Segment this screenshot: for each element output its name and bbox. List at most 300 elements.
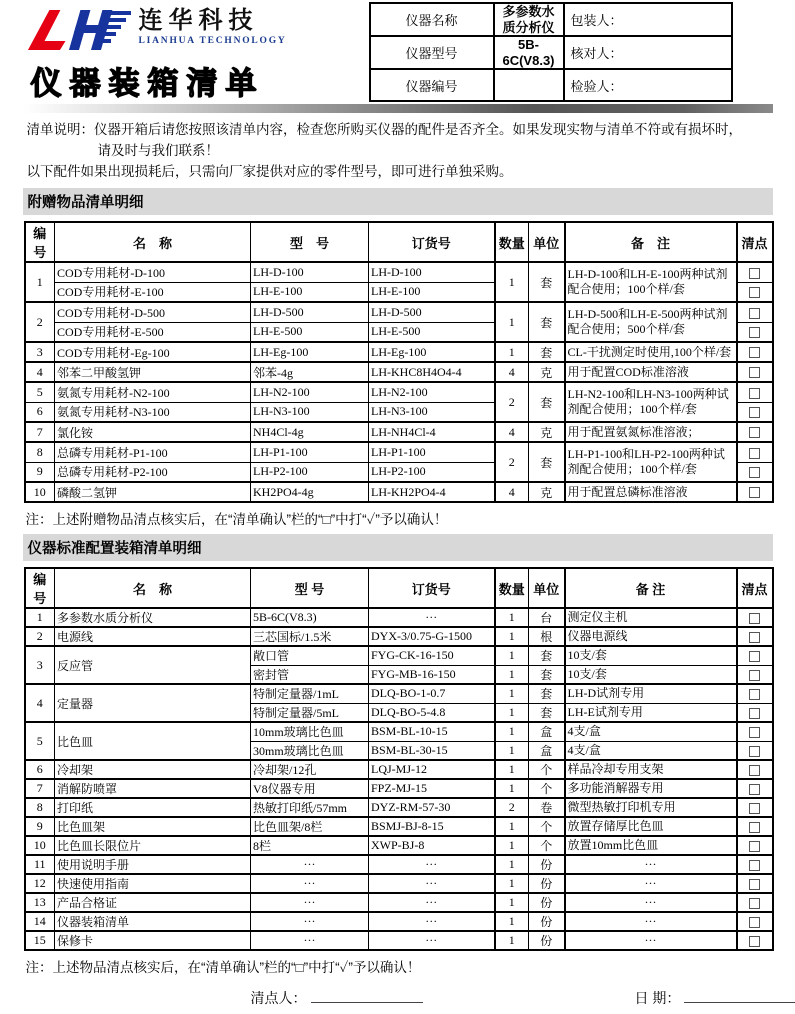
row-number: 12 xyxy=(25,874,55,893)
table-row xyxy=(25,684,773,703)
table-row xyxy=(25,362,773,382)
item-qty: 1 xyxy=(495,627,529,646)
info-value xyxy=(494,69,564,101)
checklist-checkbox[interactable] xyxy=(749,746,760,757)
item-remark: ··· xyxy=(565,931,737,950)
item-order-no: LH-KH2PO4-4 xyxy=(369,482,495,502)
table-row xyxy=(25,931,773,950)
item-remark: 4支/盒 xyxy=(565,741,737,760)
item-unit: 份 xyxy=(529,874,565,893)
column-header: 数量 xyxy=(495,222,529,262)
section-header-bonus-items: 附赠物品清单明细 xyxy=(23,188,773,215)
check-cell xyxy=(737,442,773,462)
intro-line-1: 清单说明：仪器开箱后请您按照该清单内容，检查您所购买仪器的配件是否齐全。如果发现实物与清单不符或有损坏时， xyxy=(27,119,773,140)
table-row xyxy=(25,912,773,931)
checklist-checkbox[interactable] xyxy=(749,613,760,624)
item-order-no: LH-E-100 xyxy=(369,282,495,302)
row-number: 4 xyxy=(25,684,55,722)
info-row xyxy=(370,36,732,69)
item-unit: 套 xyxy=(529,382,565,422)
item-order-no: LH-E-500 xyxy=(369,322,495,342)
item-qty: 1 xyxy=(495,893,529,912)
info-row xyxy=(370,3,732,36)
column-header: 单位 xyxy=(529,222,565,262)
row-number: 3 xyxy=(25,646,55,684)
item-name: COD专用耗材-E-100 xyxy=(55,282,251,302)
signature-footer xyxy=(23,984,773,1014)
table-row xyxy=(25,482,773,502)
divider-gradient-bar xyxy=(23,104,773,113)
checklist-checkbox[interactable] xyxy=(749,427,760,438)
item-name: 打印纸 xyxy=(55,798,251,817)
check-cell xyxy=(737,703,773,722)
item-order-no: ··· xyxy=(369,893,495,912)
item-model: 热敏打印纸/57mm xyxy=(251,798,369,817)
item-unit: 克 xyxy=(529,362,565,382)
item-unit: 套 xyxy=(529,665,565,684)
item-remark: 仪器电源线 xyxy=(565,627,737,646)
table-row xyxy=(25,760,773,779)
item-qty: 1 xyxy=(495,855,529,874)
item-model: 三芯国标/1.5米 xyxy=(251,627,369,646)
info-value: 5B-6C(V8.3) xyxy=(494,36,564,69)
column-header: 单位 xyxy=(529,568,565,608)
standard-config-table xyxy=(24,567,774,951)
item-name: 邻苯二甲酸氢钾 xyxy=(55,362,251,382)
table-row xyxy=(25,779,773,798)
item-qty: 2 xyxy=(495,442,529,482)
item-model: 冷却架/12孔 xyxy=(251,760,369,779)
table-row xyxy=(25,442,773,462)
item-model: KH2PO4-4g xyxy=(251,482,369,502)
check-cell xyxy=(737,362,773,382)
item-order-no: DYZ-RM-57-30 xyxy=(369,798,495,817)
item-model: 特制定量器/5mL xyxy=(251,703,369,722)
item-model: LH-D-100 xyxy=(251,262,369,282)
item-remark: ··· xyxy=(565,893,737,912)
item-unit: 份 xyxy=(529,912,565,931)
row-number: 2 xyxy=(25,302,55,342)
checklist-checkbox[interactable] xyxy=(749,268,760,279)
item-qty: 1 xyxy=(495,741,529,760)
item-name: 比色皿架 xyxy=(55,817,251,836)
check-cell xyxy=(737,282,773,302)
item-order-no: ··· xyxy=(369,874,495,893)
checklist-checkbox[interactable] xyxy=(749,860,760,871)
item-order-no: LH-D-100 xyxy=(369,262,495,282)
checklist-checkbox[interactable] xyxy=(749,784,760,795)
item-order-no: BSM-BL-10-15 xyxy=(369,722,495,741)
table-row xyxy=(25,817,773,836)
check-cell xyxy=(737,608,773,627)
item-order-no: LH-KHC8H4O4-4 xyxy=(369,362,495,382)
table-row xyxy=(25,893,773,912)
bonus-items-table xyxy=(24,221,774,503)
item-order-no: LQJ-MJ-12 xyxy=(369,760,495,779)
brand-name-en: LIANHUA TECHNOLOGY xyxy=(139,36,287,46)
column-header: 数量 xyxy=(495,568,529,608)
checklist-checkbox[interactable] xyxy=(749,467,760,478)
lianhua-logo-icon xyxy=(33,8,133,52)
item-model: 密封管 xyxy=(251,665,369,684)
item-qty: 1 xyxy=(495,722,529,741)
item-order-no: LH-N3-100 xyxy=(369,402,495,422)
item-model: 5B-6C(V8.3) xyxy=(251,608,369,627)
item-model: ··· xyxy=(251,931,369,950)
info-label: 仪器型号 xyxy=(370,36,494,69)
checklist-checkbox[interactable] xyxy=(749,803,760,814)
table-row xyxy=(25,302,773,322)
column-header: 编号 xyxy=(25,222,55,262)
row-number: 3 xyxy=(25,342,55,362)
row-number: 4 xyxy=(25,362,55,382)
check-cell xyxy=(737,422,773,442)
item-model: LH-D-500 xyxy=(251,302,369,322)
check-cell xyxy=(737,262,773,282)
item-model: V8仪器专用 xyxy=(251,779,369,798)
info-sign-label: 核对人： xyxy=(564,36,732,69)
row-number: 15 xyxy=(25,931,55,950)
check-cell xyxy=(737,836,773,855)
item-name: 仪器装箱清单 xyxy=(55,912,251,931)
item-remark: 10支/套 xyxy=(565,665,737,684)
column-header: 清点 xyxy=(737,568,773,608)
row-number: 8 xyxy=(25,798,55,817)
item-qty: 4 xyxy=(495,482,529,502)
row-number: 11 xyxy=(25,855,55,874)
check-cell xyxy=(737,760,773,779)
column-header: 订货号 xyxy=(369,568,495,608)
checklist-checkbox[interactable] xyxy=(749,487,760,498)
instrument-info-table xyxy=(369,2,733,102)
item-order-no: ··· xyxy=(369,608,495,627)
item-model: 8栏 xyxy=(251,836,369,855)
info-row xyxy=(370,69,732,101)
checklist-checkbox[interactable] xyxy=(749,917,760,928)
item-name: 使用说明手册 xyxy=(55,855,251,874)
checklist-checkbox[interactable] xyxy=(749,388,760,399)
column-header: 编号 xyxy=(25,568,55,608)
check-cell xyxy=(737,684,773,703)
item-remark: LH-E试剂专用 xyxy=(565,703,737,722)
item-order-no: LH-N2-100 xyxy=(369,382,495,402)
item-qty: 2 xyxy=(495,798,529,817)
table-row xyxy=(25,422,773,442)
item-remark: CL-干扰测定时使用,100个样/套 xyxy=(565,342,737,362)
item-order-no: DYX-3/0.75-G-1500 xyxy=(369,627,495,646)
counter-label: 清点人： xyxy=(251,990,307,1006)
packing-list-document xyxy=(23,0,773,985)
date-signature xyxy=(635,988,795,1008)
item-order-no: LH-NH4Cl-4 xyxy=(369,422,495,442)
item-name: 磷酸二氢钾 xyxy=(55,482,251,502)
check-cell xyxy=(737,817,773,836)
item-order-no: FYG-MB-16-150 xyxy=(369,665,495,684)
item-remark: 放置存储厚比色皿 xyxy=(565,817,737,836)
item-unit: 台 xyxy=(529,608,565,627)
column-header: 型 号 xyxy=(251,568,369,608)
document-title: 仪器装箱清单 xyxy=(31,58,265,103)
item-unit: 套 xyxy=(529,302,565,342)
item-remark: 样品冷却专用支架 xyxy=(565,760,737,779)
item-name: 氨氮专用耗材-N3-100 xyxy=(55,402,251,422)
check-cell xyxy=(737,342,773,362)
checklist-checkbox[interactable] xyxy=(749,632,760,643)
table-row xyxy=(25,608,773,627)
item-unit: 个 xyxy=(529,817,565,836)
info-sign-label: 检验人： xyxy=(564,69,732,101)
item-unit: 套 xyxy=(529,342,565,362)
check-cell xyxy=(737,912,773,931)
logo-letter-l xyxy=(27,10,73,50)
item-name: COD专用耗材-D-100 xyxy=(55,262,251,282)
note-bonus-items: 注：上述附赠物品清点核实后，在“清单确认”栏的“□”中打“✓”予以确认！ xyxy=(26,508,773,528)
item-order-no: LH-D-500 xyxy=(369,302,495,322)
row-number: 6 xyxy=(25,402,55,422)
item-name: 总磷专用耗材-P1-100 xyxy=(55,442,251,462)
item-unit: 份 xyxy=(529,855,565,874)
table-row xyxy=(25,836,773,855)
item-unit: 套 xyxy=(529,703,565,722)
item-unit: 份 xyxy=(529,931,565,950)
check-cell xyxy=(737,722,773,741)
item-model: LH-N2-100 xyxy=(251,382,369,402)
row-number: 10 xyxy=(25,482,55,502)
checklist-checkbox[interactable] xyxy=(749,708,760,719)
info-sign-label: 包装人： xyxy=(564,3,732,36)
table-row xyxy=(25,722,773,741)
checklist-checkbox[interactable] xyxy=(749,651,760,662)
table-row xyxy=(25,874,773,893)
document-body xyxy=(23,119,773,1014)
item-remark: ··· xyxy=(565,874,737,893)
item-remark: 测定仪主机 xyxy=(565,608,737,627)
item-qty: 2 xyxy=(495,382,529,422)
check-cell xyxy=(737,382,773,402)
item-remark: 用于配置总磷标准溶液 xyxy=(565,482,737,502)
row-number: 5 xyxy=(25,722,55,760)
item-order-no: ··· xyxy=(369,912,495,931)
column-header: 备 注 xyxy=(565,568,737,608)
checklist-checkbox[interactable] xyxy=(749,327,760,338)
table-row xyxy=(25,382,773,402)
column-header: 清点 xyxy=(737,222,773,262)
checklist-checkbox[interactable] xyxy=(749,670,760,681)
row-number: 9 xyxy=(25,817,55,836)
item-remark: 多功能消解器专用 xyxy=(565,779,737,798)
item-qty: 1 xyxy=(495,684,529,703)
item-qty: 4 xyxy=(495,362,529,382)
checklist-checkbox[interactable] xyxy=(749,841,760,852)
item-unit: 个 xyxy=(529,836,565,855)
item-remark: 用于配置氨氮标准溶液； xyxy=(565,422,737,442)
check-cell xyxy=(737,646,773,665)
item-remark: LH-D试剂专用 xyxy=(565,684,737,703)
column-header: 名 称 xyxy=(55,222,251,262)
item-model: 10mm玻璃比色皿 xyxy=(251,722,369,741)
item-model: 敞口管 xyxy=(251,646,369,665)
item-name: COD专用耗材-Eg-100 xyxy=(55,342,251,362)
item-model: 比色皿架/8栏 xyxy=(251,817,369,836)
item-remark: ··· xyxy=(565,912,737,931)
check-cell xyxy=(737,462,773,482)
item-qty: 1 xyxy=(495,665,529,684)
item-model: 30mm玻璃比色皿 xyxy=(251,741,369,760)
item-order-no: BSMJ-BJ-8-15 xyxy=(369,817,495,836)
item-order-no: LH-Eg-100 xyxy=(369,342,495,362)
item-name: 快速使用指南 xyxy=(55,874,251,893)
date-label: 日 期： xyxy=(635,990,681,1006)
item-order-no: ··· xyxy=(369,931,495,950)
column-header: 订货号 xyxy=(369,222,495,262)
item-name: COD专用耗材-D-500 xyxy=(55,302,251,322)
intro-line-2: 请及时与我们联系！ xyxy=(98,140,773,161)
table-row xyxy=(25,342,773,362)
note-standard-config: 注：上述物品清点核实后，在“清单确认”栏的“□”中打“✓”予以确认！ xyxy=(26,956,773,976)
check-cell xyxy=(737,931,773,950)
item-remark: LH-D-100和LH-E-100两种试剂配合使用；100个样/套 xyxy=(565,262,737,302)
item-qty: 1 xyxy=(495,931,529,950)
item-unit: 卷 xyxy=(529,798,565,817)
info-label: 仪器编号 xyxy=(370,69,494,101)
row-number: 1 xyxy=(25,608,55,627)
item-qty: 4 xyxy=(495,422,529,442)
column-header: 型 号 xyxy=(251,222,369,262)
item-unit: 盒 xyxy=(529,722,565,741)
check-cell xyxy=(737,402,773,422)
item-model: LH-Eg-100 xyxy=(251,342,369,362)
item-qty: 1 xyxy=(495,836,529,855)
checklist-checkbox[interactable] xyxy=(749,822,760,833)
item-order-no: ··· xyxy=(369,855,495,874)
item-model: LH-N3-100 xyxy=(251,402,369,422)
item-unit: 克 xyxy=(529,422,565,442)
item-remark: 微型热敏打印机专用 xyxy=(565,798,737,817)
item-order-no: DLQ-BO-1-0.7 xyxy=(369,684,495,703)
item-unit: 根 xyxy=(529,627,565,646)
column-header: 备 注 xyxy=(565,222,737,262)
row-number: 10 xyxy=(25,836,55,855)
item-order-no: LH-P2-100 xyxy=(369,462,495,482)
item-model: NH4Cl-4g xyxy=(251,422,369,442)
item-name: 冷却架 xyxy=(55,760,251,779)
row-number: 5 xyxy=(25,382,55,402)
row-number: 7 xyxy=(25,422,55,442)
check-cell xyxy=(737,627,773,646)
item-model: LH-E-100 xyxy=(251,282,369,302)
check-cell xyxy=(737,322,773,342)
checklist-checkbox[interactable] xyxy=(749,287,760,298)
checklist-checkbox[interactable] xyxy=(749,689,760,700)
table-row xyxy=(25,627,773,646)
item-remark: LH-P1-100和LH-P2-100两种试剂配合使用；100个样/套 xyxy=(565,442,737,482)
item-name: 消解防喷罩 xyxy=(55,779,251,798)
checklist-checkbox[interactable] xyxy=(749,308,760,319)
item-name: 反应管 xyxy=(55,646,251,684)
item-order-no: FYG-CK-16-150 xyxy=(369,646,495,665)
item-model: 特制定量器/1mL xyxy=(251,684,369,703)
item-name: 氯化铵 xyxy=(55,422,251,442)
checklist-checkbox[interactable] xyxy=(749,727,760,738)
item-qty: 1 xyxy=(495,874,529,893)
item-remark: 10支/套 xyxy=(565,646,737,665)
item-model: ··· xyxy=(251,874,369,893)
item-remark: 4支/盒 xyxy=(565,722,737,741)
check-cell xyxy=(737,302,773,322)
item-qty: 1 xyxy=(495,760,529,779)
item-remark: 用于配置COD标准溶液 xyxy=(565,362,737,382)
checklist-checkbox[interactable] xyxy=(749,765,760,776)
item-model: LH-P1-100 xyxy=(251,442,369,462)
intro-line-3: 以下配件如果出现损耗后，只需向厂家提供对应的零件型号，即可进行单独采购。 xyxy=(27,161,773,182)
item-model: 邻苯-4g xyxy=(251,362,369,382)
item-qty: 1 xyxy=(495,342,529,362)
item-model: ··· xyxy=(251,855,369,874)
item-unit: 克 xyxy=(529,482,565,502)
item-qty: 1 xyxy=(495,817,529,836)
checklist-checkbox[interactable] xyxy=(749,898,760,909)
item-qty: 1 xyxy=(495,912,529,931)
item-name: COD专用耗材-E-500 xyxy=(55,322,251,342)
brand-name-cn: 连华科技 xyxy=(139,8,287,34)
row-number: 2 xyxy=(25,627,55,646)
table-row xyxy=(25,646,773,665)
checklist-checkbox[interactable] xyxy=(749,879,760,890)
column-header: 名 称 xyxy=(55,568,251,608)
item-qty: 1 xyxy=(495,302,529,342)
item-unit: 份 xyxy=(529,893,565,912)
item-qty: 1 xyxy=(495,646,529,665)
item-name: 定量器 xyxy=(55,684,251,722)
checklist-checkbox[interactable] xyxy=(749,347,760,358)
info-label: 仪器名称 xyxy=(370,3,494,36)
item-name: 多参数水质分析仪 xyxy=(55,608,251,627)
check-cell xyxy=(737,482,773,502)
counter-blank-line xyxy=(311,990,423,1003)
row-number: 8 xyxy=(25,442,55,462)
info-value: 多参数水质分析仪 xyxy=(494,3,564,36)
item-unit: 个 xyxy=(529,779,565,798)
item-order-no: FPZ-MJ-15 xyxy=(369,779,495,798)
table-row xyxy=(25,798,773,817)
checklist-checkbox[interactable] xyxy=(749,367,760,378)
item-remark: 放置10mm比色皿 xyxy=(565,836,737,855)
item-remark: LH-N2-100和LH-N3-100两种试剂配合使用；100个样/套 xyxy=(565,382,737,422)
item-name: 氨氮专用耗材-N2-100 xyxy=(55,382,251,402)
row-number: 1 xyxy=(25,262,55,302)
check-cell xyxy=(737,741,773,760)
item-name: 比色皿 xyxy=(55,722,251,760)
item-model: LH-P2-100 xyxy=(251,462,369,482)
row-number: 13 xyxy=(25,893,55,912)
table-header-row xyxy=(25,568,773,608)
item-model: ··· xyxy=(251,893,369,912)
item-name: 保修卡 xyxy=(55,931,251,950)
table-header-row xyxy=(25,222,773,262)
check-cell xyxy=(737,665,773,684)
brand-block xyxy=(33,8,287,52)
item-qty: 1 xyxy=(495,608,529,627)
item-order-no: DLQ-BO-5-4.8 xyxy=(369,703,495,722)
checklist-checkbox[interactable] xyxy=(749,936,760,947)
checklist-checkbox[interactable] xyxy=(749,448,760,459)
item-model: LH-E-500 xyxy=(251,322,369,342)
row-number: 14 xyxy=(25,912,55,931)
section-header-standard-config: 仪器标准配置装箱清单明细 xyxy=(23,534,773,561)
table-row xyxy=(25,262,773,282)
checklist-checkbox[interactable] xyxy=(749,407,760,418)
item-model: ··· xyxy=(251,912,369,931)
